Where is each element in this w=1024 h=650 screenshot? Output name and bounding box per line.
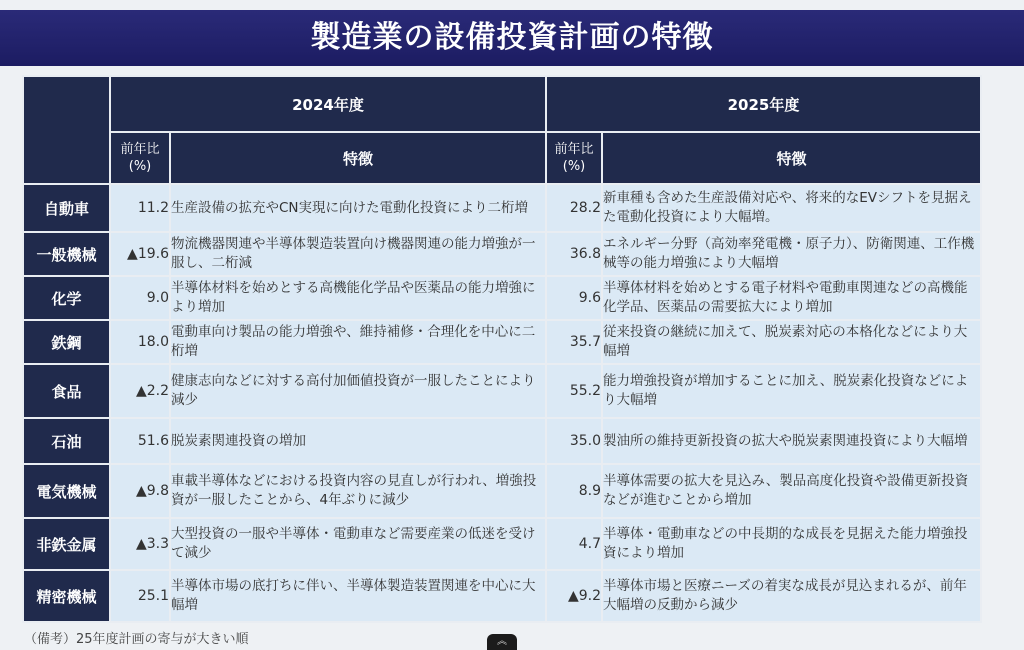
- change-2024: 11.2: [110, 184, 170, 232]
- feature-2025: 半導体・電動車などの中長期的な成長を見据えた能力増強投資により増加: [602, 518, 981, 570]
- table-row: [23, 184, 981, 232]
- table-row: [23, 464, 981, 518]
- feature-2024: 健康志向などに対する高付加価値投資が一服したことにより減少: [170, 364, 546, 418]
- industry-name: 自動車: [23, 184, 110, 232]
- change-2024: ▲2.2: [110, 364, 170, 418]
- table-row: [23, 418, 981, 464]
- feature-2024: 車載半導体などにおける投資内容の見直しが行われ、増強投資が一服したことから、4年ぶりに減少: [170, 464, 546, 518]
- feature-2024: 生産設備の拡充やCN実現に向けた電動化投資により二桁増: [170, 184, 546, 232]
- feature-2025: エネルギー分野（高効率発電機・原子力）、防衛関連、工作機械等の能力増強により大幅増: [602, 232, 981, 276]
- feature-2025: 半導体需要の拡大を見込み、製品高度化投資や設備更新投資などが進むことから増加: [602, 464, 981, 518]
- change-2025: 8.9: [546, 464, 602, 518]
- industry-name: 鉄鋼: [23, 320, 110, 364]
- change-2024: 51.6: [110, 418, 170, 464]
- feature-2024: 半導体市場の底打ちに伴い、半導体製造装置関連を中心に大幅増: [170, 570, 546, 622]
- industry-name: 化学: [23, 276, 110, 320]
- table-row: [23, 276, 981, 320]
- change-2025: 36.8: [546, 232, 602, 276]
- chevron-up-icon[interactable]: ︽: [487, 634, 517, 650]
- industry-name: 電気機械: [23, 464, 110, 518]
- feature-2025: 半導体市場と医療ニーズの着実な成長が見込まれるが、前年大幅増の反動から減少: [602, 570, 981, 622]
- page-title: 製造業の設備投資計画の特徴: [0, 10, 1024, 66]
- feature-2025: 製油所の維持更新投資の拡大や脱炭素関連投資により大幅増: [602, 418, 981, 464]
- feature-2025: 能力増強投資が増加することに加え、脱炭素化投資などにより大幅増: [602, 364, 981, 418]
- feature-2025: 新車種も含めた生産設備対応や、将来的なEVシフトを見据えた電動化投資により大幅増。: [602, 184, 981, 232]
- table-row: [23, 570, 981, 622]
- feature-2024: 脱炭素関連投資の増加: [170, 418, 546, 464]
- ratio-header-2024: 前年比 (%): [110, 132, 170, 184]
- industry-name: 非鉄金属: [23, 518, 110, 570]
- change-2025: 9.6: [546, 276, 602, 320]
- feature-2025: 従来投資の継続に加えて、脱炭素対応の本格化などにより大幅増: [602, 320, 981, 364]
- change-2024: ▲9.8: [110, 464, 170, 518]
- feature-2025: 半導体材料を始めとする電子材料や電動車関連などの高機能化学品、医薬品の需要拡大により増加: [602, 276, 981, 320]
- corner-header: [23, 76, 110, 184]
- change-2024: 25.1: [110, 570, 170, 622]
- table-row: [23, 518, 981, 570]
- change-2025: 35.0: [546, 418, 602, 464]
- change-2025: 55.2: [546, 364, 602, 418]
- ratio-header-2025: 前年比 (%): [546, 132, 602, 184]
- change-2024: 18.0: [110, 320, 170, 364]
- feature-header-2024: 特徴: [170, 132, 546, 184]
- industry-name: 食品: [23, 364, 110, 418]
- footnote: （備考）25年度計画の寄与が大きい順: [24, 632, 249, 647]
- feature-2024: 物流機器関連や半導体製造装置向け機器関連の能力増強が一服し、二桁減: [170, 232, 546, 276]
- feature-2024: 大型投資の一服や半導体・電動車など需要産業の低迷を受けて減少: [170, 518, 546, 570]
- industry-name: 精密機械: [23, 570, 110, 622]
- table-row: [23, 232, 981, 276]
- feature-2024: 電動車向け製品の能力増強や、維持補修・合理化を中心に二桁増: [170, 320, 546, 364]
- table-row: [23, 320, 981, 364]
- industry-name: 石油: [23, 418, 110, 464]
- investment-table: [22, 75, 982, 623]
- change-2024: 9.0: [110, 276, 170, 320]
- feature-2024: 半導体材料を始めとする高機能化学品や医薬品の能力増強により増加: [170, 276, 546, 320]
- year-2024-header: 2024年度: [110, 76, 546, 132]
- change-2025: ▲9.2: [546, 570, 602, 622]
- change-2025: 28.2: [546, 184, 602, 232]
- table-row: [23, 364, 981, 418]
- change-2024: ▲19.6: [110, 232, 170, 276]
- year-2025-header: 2025年度: [546, 76, 981, 132]
- change-2025: 35.7: [546, 320, 602, 364]
- feature-header-2025: 特徴: [602, 132, 981, 184]
- change-2025: 4.7: [546, 518, 602, 570]
- change-2024: ▲3.3: [110, 518, 170, 570]
- industry-name: 一般機械: [23, 232, 110, 276]
